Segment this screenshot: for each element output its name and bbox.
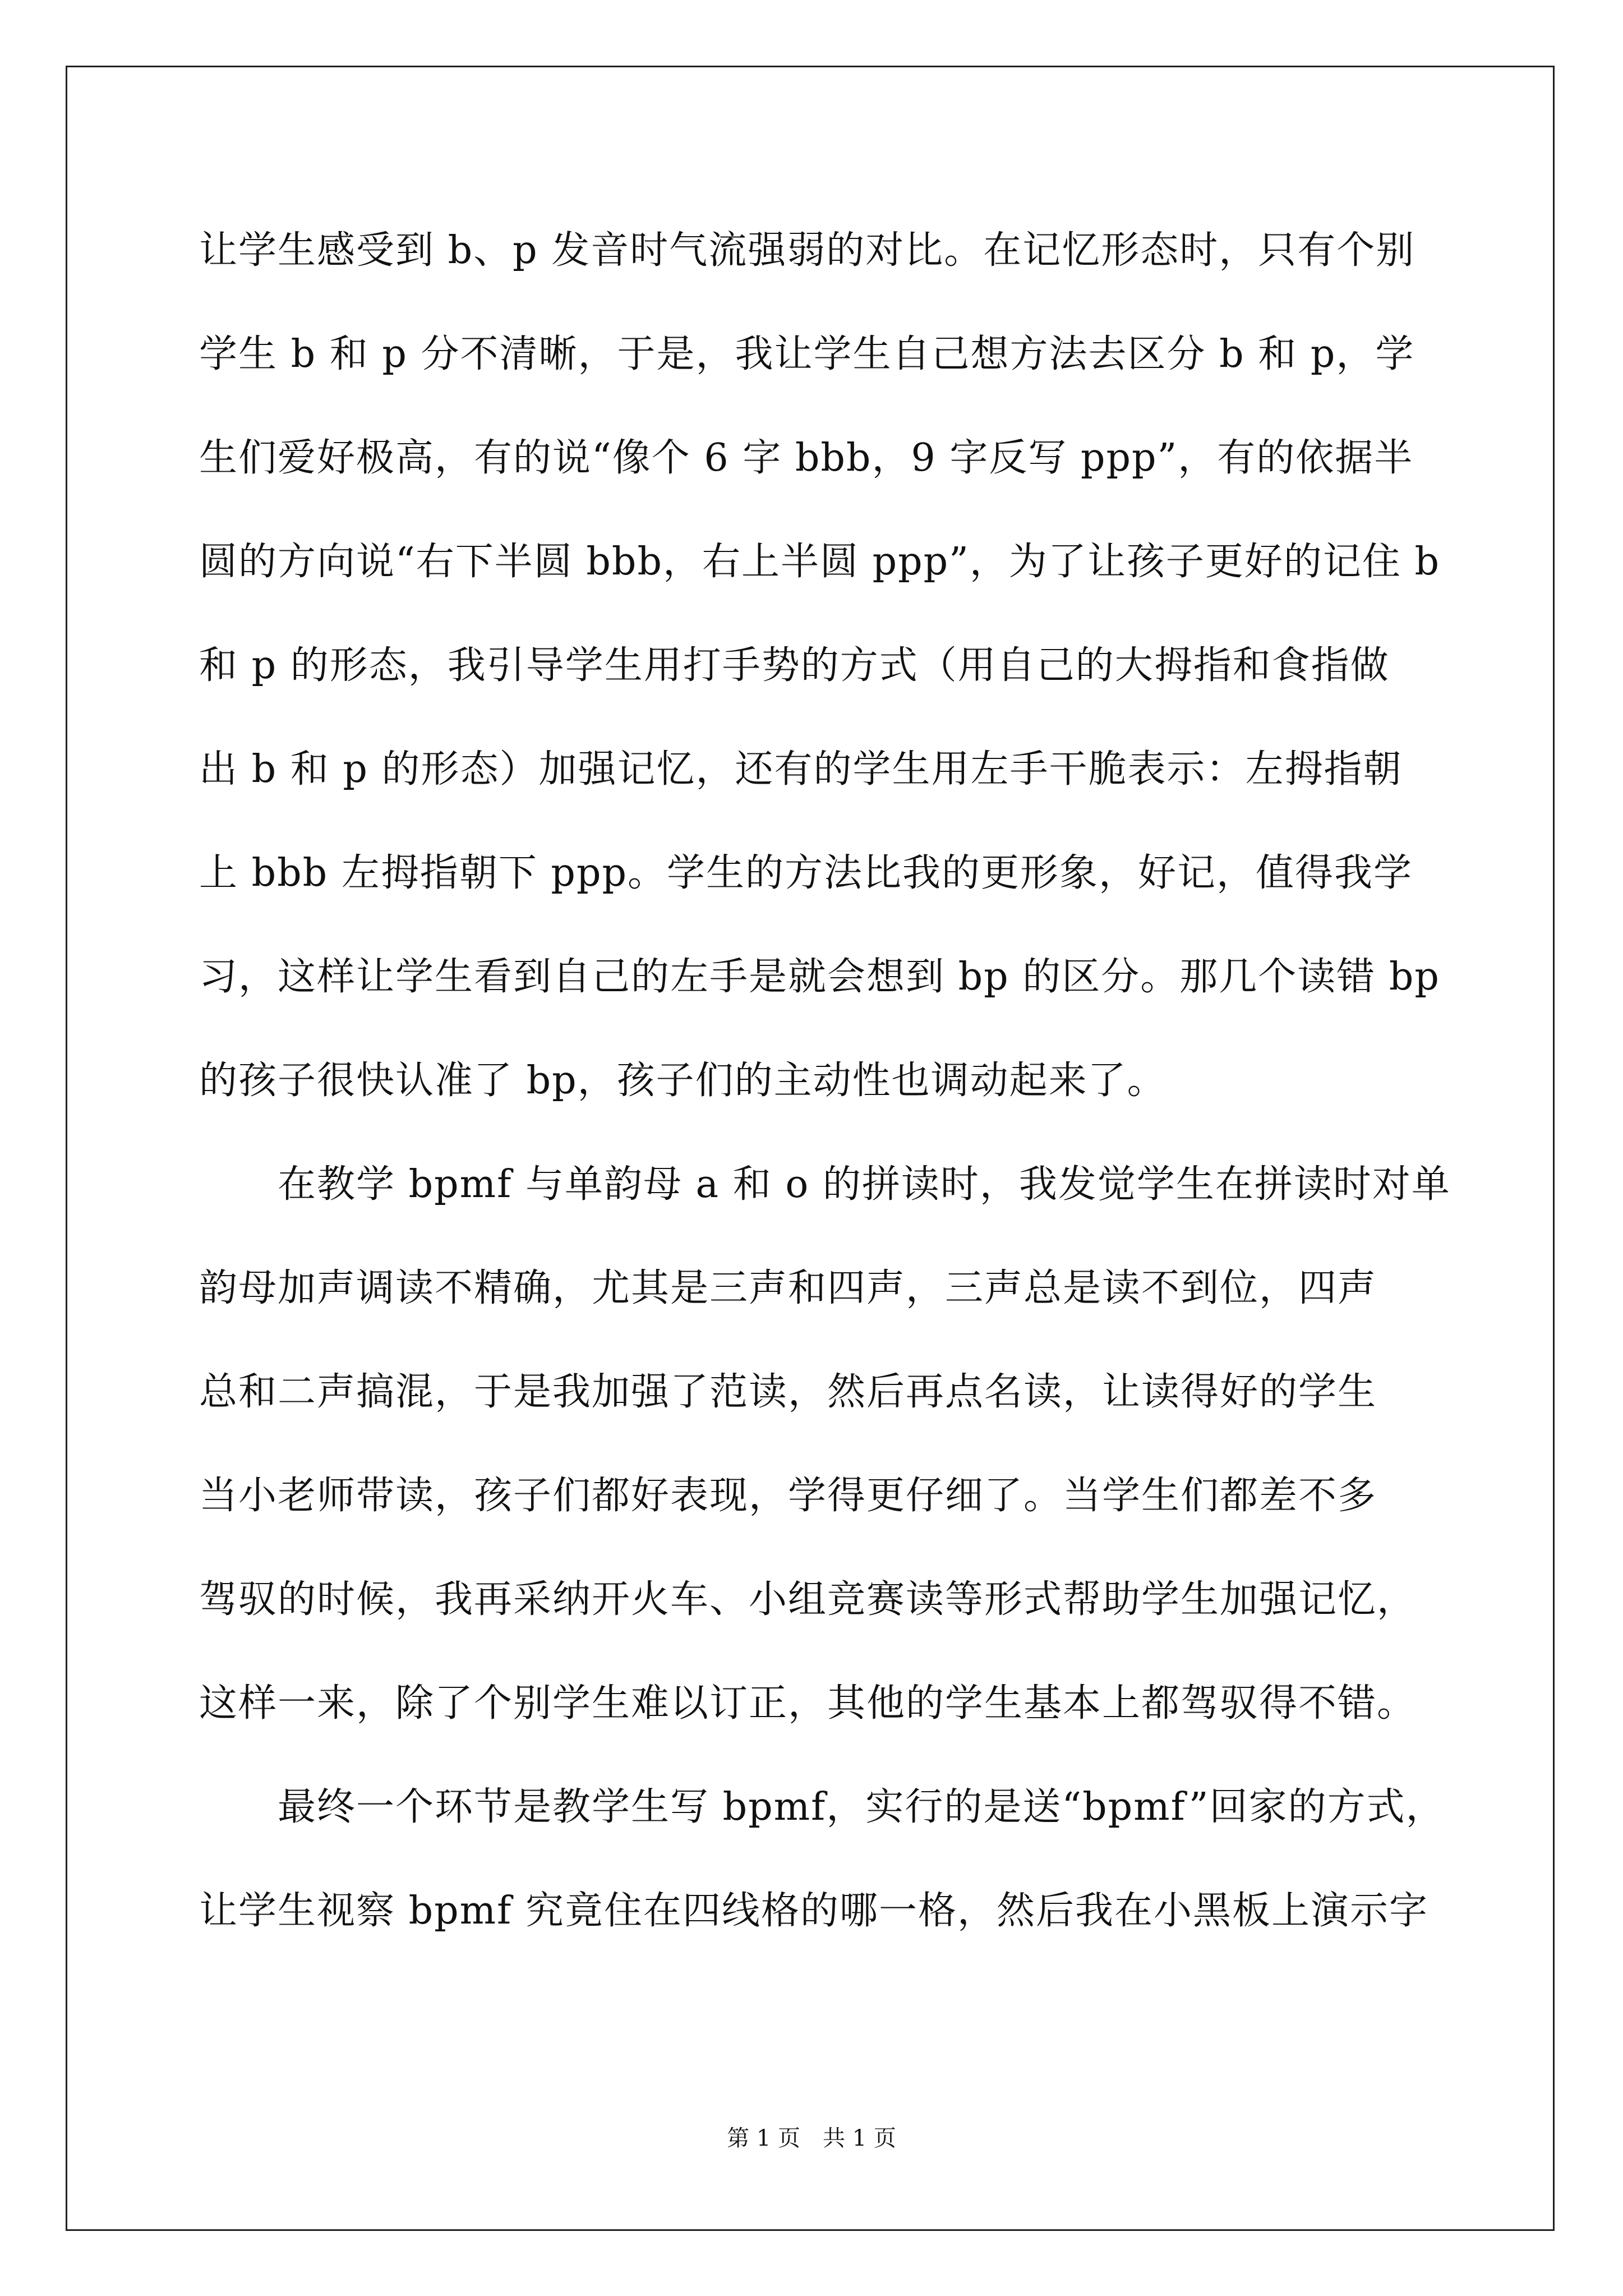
text-line: 韵母加声调读不精确，尤其是三声和四声，三声总是读不到位，四声 [199,1266,1377,1310]
text-line: 驾驭的时候，我再采纳开火车、小组竞赛读等形式帮助学生加强记忆， [199,1577,1417,1622]
text-line: 当小老师带读，孩子们都好表现，学得更仔细了。当学生们都差不多 [199,1474,1377,1518]
text-line: 学生 b 和 p 分不清晰，于是，我让学生自己想方法去区分 b 和 p，学 [199,332,1415,376]
text-line: 这样一来，除了个别学生难以订正，其他的学生基本上都驾驭得不错。 [199,1681,1417,1726]
text-line: 和 p 的形态，我引导学生用打手势的方式（用自己的大拇指和食指做 [199,643,1390,688]
text-line: 出 b 和 p 的形态）加强记忆，还有的学生用左手干脆表示：左拇指朝 [199,747,1403,792]
text-line: 让学生感受到 b、p 发音时气流强弱的对比。在记忆形态时，只有个别 [199,228,1415,273]
document-body [199,214,1451,1978]
paragraph-first-line: 在教学 bpmf 与单韵母 a 和 o 的拼读时，我发觉学生在拼读时对单 [278,1162,1451,1207]
text-line: 习，这样让学生看到自己的左手是就会想到 bp 的区分。那几个读错 bp [199,955,1440,999]
text-line: 总和二声搞混，于是我加强了范读，然后再点名读，让读得好的学生 [199,1370,1377,1414]
text-line: 圆的方向说“右下半圆 bbb，右上半圆 ppp”，为了让孩子更好的记住 b [199,540,1441,584]
text-line: 让学生视察 bpmf 究竟住在四线格的哪一格，然后我在小黑板上演示字 [199,1889,1428,1933]
text-line: 的孩子很快认准了 bp，孩子们的主动性也调动起来了。 [199,1059,1166,1103]
text-line: 生们爱好极高，有的说“像个 6 字 bbb，9 字反写 ppp”，有的依据半 [199,436,1414,480]
page-number-footer: 第 1 页 共 1 页 [727,2125,896,2151]
paragraph-first-line: 最终一个环节是教学生写 bpmf，实行的是送“bpmf”回家的方式， [278,1785,1445,1829]
text-line: 上 bbb 左拇指朝下 ppp。学生的方法比我的更形象，好记，值得我学 [199,851,1413,895]
